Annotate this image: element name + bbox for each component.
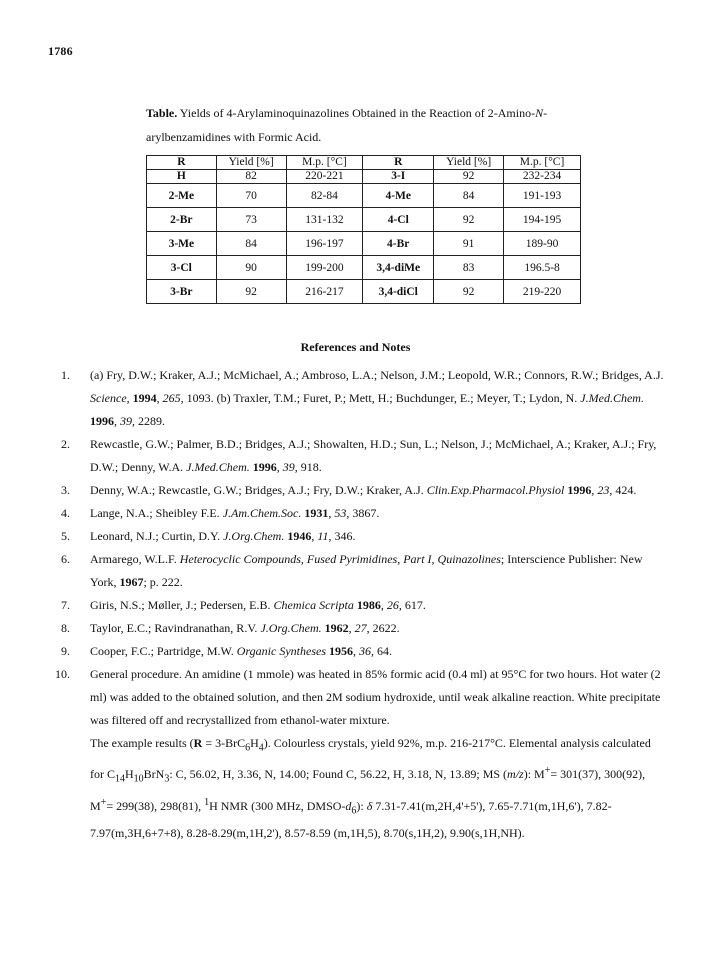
reference-number: 5. [61,529,70,543]
reference-item [48,364,666,433]
table-cell: 92 [434,280,504,304]
reference-number: 2. [61,437,70,451]
table-header-cell: M.p. [°C] [286,156,363,170]
reference-number: 8. [61,621,70,635]
table-cell: 73 [216,208,286,232]
table-cell: 92 [434,170,504,184]
table-cell: 4-Me [363,184,434,208]
table-cell: 3-Br [147,280,217,304]
reference-text: Lange, N.A.; Sheibley F.E. J.Am.Chem.Soc. 1931, 53, 3867. [90,506,380,520]
table-row [147,170,581,184]
reference-text: Armarego, W.L.F. Heterocyclic Compounds, Fused Pyrimidines, Part I, Quinazolines; Interscience Publisher: New York, 1967; p. 222. [90,552,643,589]
reference-item [48,663,666,845]
table-row [147,184,581,208]
table-row [147,208,581,232]
reference-item [48,525,666,548]
table-cell: 92 [434,208,504,232]
reference-number: 10. [55,667,70,681]
reference-text: Taylor, E.C.; Ravindranathan, R.V. J.Org.Chem. 1962, 27, 2622. [90,621,400,635]
reference-text: Leonard, N.J.; Curtin, D.Y. J.Org.Chem. 1946, 11, 346. [90,529,356,543]
table-header-cell: Yield [%] [216,156,286,170]
table-cell: 82-84 [286,184,363,208]
references-list [48,364,666,845]
table-cell: 3-Cl [147,256,217,280]
table-cell: 3-Me [147,232,217,256]
table-cell: 3,4-diMe [363,256,434,280]
table-header-cell: R [363,156,434,170]
table-cell: 189-90 [504,232,581,256]
table-row [147,256,581,280]
reference-text: Giris, N.S.; Møller, J.; Pedersen, E.B. Chemica Scripta 1986, 26, 617. [90,598,426,612]
reference-text: General procedure. An amidine (1 mmole) was heated in 85% formic acid (0.4 ml) at 95°C for two hours. Hot water (2 ml) was added to the obtained solution, and then 2M sodium hydroxide, until weak alkaline reaction. White precipitate was filtered off and recrystallized from ethanol-water mixture. The example results $(R = 3-BrC_6H_4)$. Colourless crystals, yield 92%, m.p. 216-217°C. Elemental analysis calculated for $C_{14}H_{10}BrN_3$: C, 56.02, H, 3.36, N, 14.00; Found C, 56.22, H, 3.18, N, 13.89; MS (m/z): M+= 301(37), 300(92), M+= 299(38), 298(81), $^1$H NMR (300 MHz, DMSO-$d_6$): δ 7.31-7.41(m,2H,4'+5'), 7.65-7.71(m,1H,6'), 7.82-7.97(m,3H,6+7+8), 8.28-8.29(m,1H,2'), 8.57-8.59 (m,1H,5), 8.70(s,1H,2), 9.90(s,1H,NH). [90,667,661,841]
table-cell: 92 [216,280,286,304]
reference-number: 7. [61,598,70,612]
table-cell: 3,4-diCl [363,280,434,304]
table-cell: 84 [216,232,286,256]
table-cell: 2-Me [147,184,217,208]
reference-number: 9. [61,644,70,658]
reference-number: 4. [61,506,70,520]
table-body [147,170,581,304]
table-cell: 4-Cl [363,208,434,232]
reference-text: Rewcastle, G.W.; Palmer, B.D.; Bridges, A.J.; Showalten, H.D.; Sun, L.; Nelson, J.; McMichael, A.; Kraker, A.J.; Fry, D.W.; Denny, W.A. J.Med.Chem. 1996, 39, 918. [90,437,657,474]
reference-item [48,594,666,617]
table-cell: 82 [216,170,286,184]
page-number: 1786 [48,44,73,58]
table-cell: 90 [216,256,286,280]
reference-item [48,433,666,479]
table-cell: 196.5-8 [504,256,581,280]
reference-text: Cooper, F.C.; Partridge, M.W. Organic Syntheses 1956, 36, 64. [90,644,392,658]
table-row [147,232,581,256]
table-cell: 4-Br [363,232,434,256]
table-header-row [147,156,581,170]
table-cell: 191-193 [504,184,581,208]
reference-text: Denny, W.A.; Rewcastle, G.W.; Bridges, A.J.; Fry, D.W.; Kraker, A.J. Clin.Exp.Pharmacol.Physiol 1996, 23, 424. [90,483,637,497]
table-caption [146,101,596,149]
table-cell: 2-Br [147,208,217,232]
table-cell: 199-200 [286,256,363,280]
table-cell: 91 [434,232,504,256]
table-cell: 131-132 [286,208,363,232]
yields-table [146,155,581,304]
caption-text-2: -arylbenzamidines with Formic Acid. [146,106,548,144]
reference-text: (a) Fry, D.W.; Kraker, A.J.; McMichael, A.; Ambroso, L.A.; Nelson, J.M.; Leopold, W.R.; Connors, R.W.; Bridges, A.J. Science, 1994, 265, 1093. (b) Traxler, T.M.; Furet, P.; Mett, H.; Buchdunger, E.; Meyer, T.; Lydon, N. J.Med.Chem. 1996, 39, 2289. [90,368,664,428]
table-label: Table. [146,106,178,120]
reference-item [48,548,666,594]
table-cell: 70 [216,184,286,208]
table-header-cell: R [147,156,217,170]
table-cell: 216-217 [286,280,363,304]
references-heading: References and Notes [300,340,411,354]
table-header-cell: Yield [%] [434,156,504,170]
table-row [147,280,581,304]
table-cell: 83 [434,256,504,280]
table-cell: 84 [434,184,504,208]
reference-number: 3. [61,483,70,497]
table-cell: H [147,170,217,184]
reference-number: 6. [61,552,70,566]
reference-item [48,640,666,663]
reference-item [48,617,666,640]
caption-text: Yields of 4-Arylaminoquinazolines Obtained in the Reaction of 2-Amino- [177,106,536,120]
table-cell: 232-234 [504,170,581,184]
table-cell: 3-I [363,170,434,184]
reference-item [48,502,666,525]
reference-item [48,479,666,502]
table-cell: 219-220 [504,280,581,304]
caption-italic: N [535,106,544,120]
table-cell: 194-195 [504,208,581,232]
table-cell: 196-197 [286,232,363,256]
table-header-cell: M.p. [°C] [504,156,581,170]
table-cell: 220-221 [286,170,363,184]
reference-number: 1. [61,368,70,382]
